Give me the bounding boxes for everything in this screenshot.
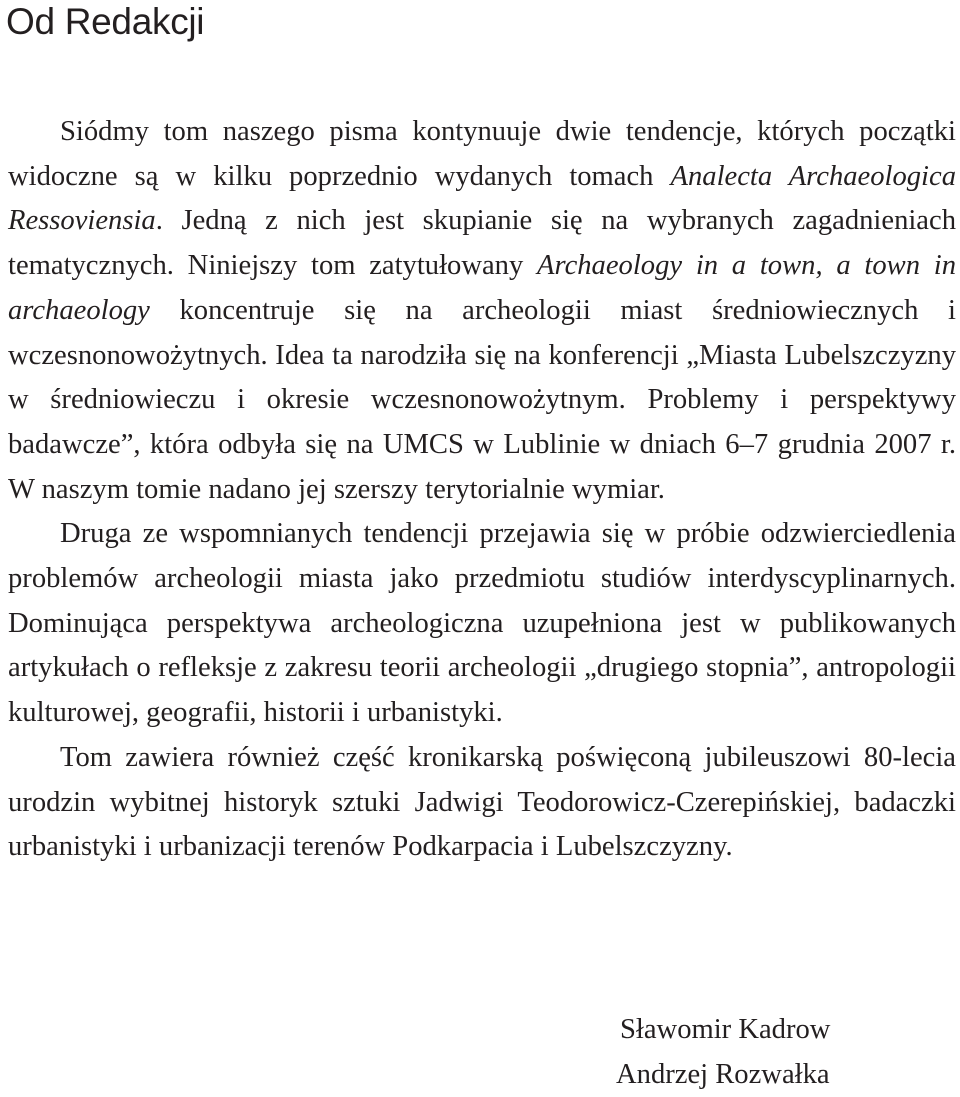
signature-author-1: Sławomir Kadrow [620,1014,831,1045]
page-title: Od Redakcji [6,1,205,42]
editorial-body [8,110,956,870]
paragraph-2 [8,512,956,736]
italic-title-text: Analecta Archaeologica Ressoviensia [8,160,956,237]
paragraph-text: Tom zawiera również część kronikarską poświęconą jubileuszowi 80-lecia urodzin wybitnej historyk sztuki Jadwigi Teodorowicz-Czerepińskiej, badaczki urbanistyki i urbanizacji terenów Podkarpacia i Lubelszczyzny. [8,741,956,863]
italic-title-text: Archaeology in a town, a town in archaeology [8,250,957,326]
paragraph-text: Siódmy tom naszego pisma kontynuuje dwie tendencje, których początki widoczne są w kilku poprzednio wydanych tomach [8,116,956,192]
paragraph-text: Druga ze wspomnianych tendencji przejawia się w próbie odzwierciedlenia problemów archeologii miasta jako przedmiotu studiów interdyscyplinarnych. Dominująca perspektywa archeologiczna uzupełniona jest w publikowanych artykułach o refleksje z zakresu teorii archeologii „drugiego stopnia”, antropologii kulturowej, geografii, historii i urbanistyki. [8,518,956,729]
signature-author-2: Andrzej Rozwałka [616,1058,830,1090]
paragraph-3 [8,736,956,870]
paragraph-1 [8,110,956,512]
signatures [600,1008,890,1097]
paragraph-text: koncentruje się na archeologii miast średniowiecznych i wczesnonowożytnych. Idea ta narodziła się na konferencji „Miasta Lubelszczyzny w średniowieczu i okresie wczesnonowożytnym. Problemy i perspektywy badawcze”, która odbyła się na UMCS w Lublinie w dniach 6–7 grudnia 2007 r. W naszym tomie nadano jej szerszy terytorialnie wymiar. [8,294,956,505]
paragraph-text: . Jedną z nich jest skupianie się na wybranych zagadnieniach tematycznych. Niniejszy tom zatytułowany [8,205,956,282]
